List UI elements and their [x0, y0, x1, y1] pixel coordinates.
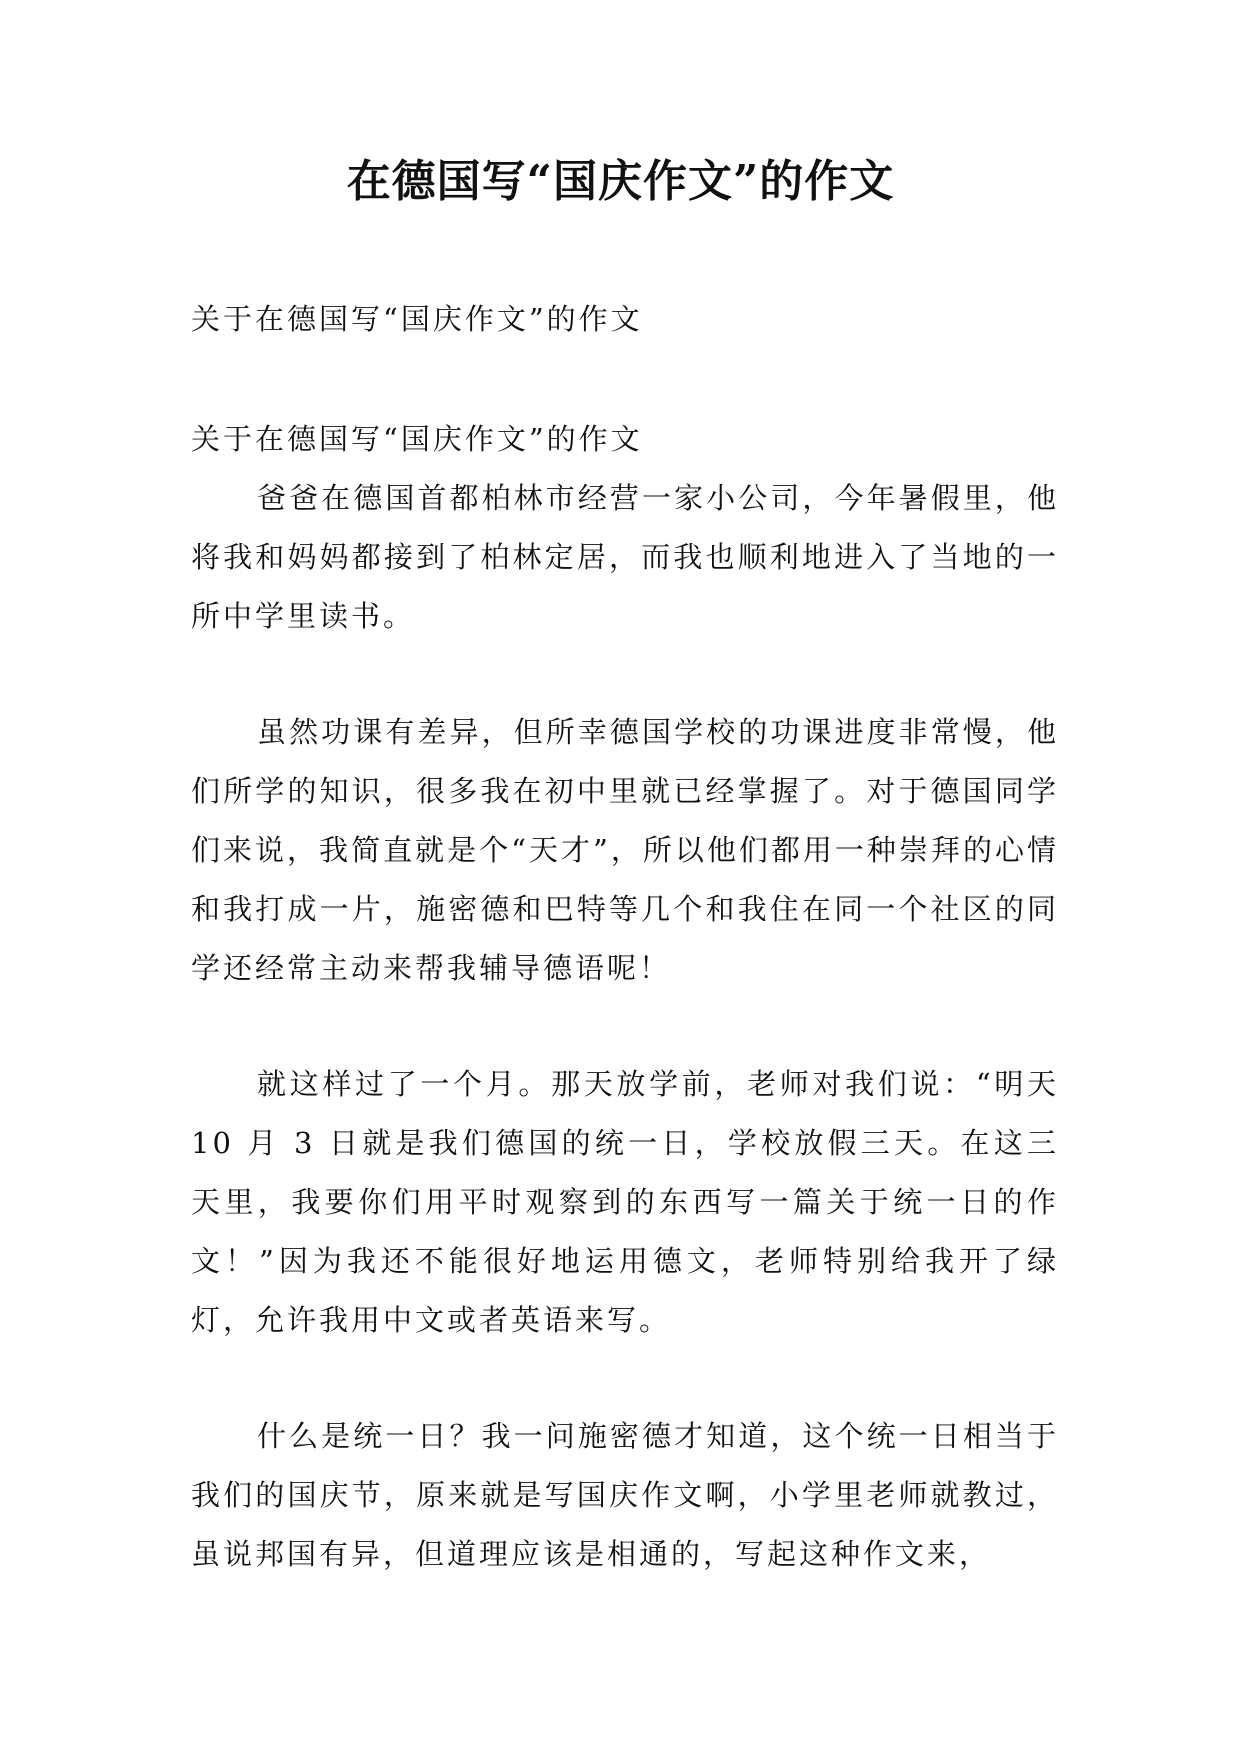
paragraph-4: 什么是统一日？我一问施密德才知道，这个统一日相当于我们的国庆节，原来就是写国庆作文啊，小学里老师就教过，虽说邦国有异，但道理应该是相通的，写起这种作文来，	[191, 1419, 1059, 1571]
subtitle-2: 关于在德国写“国庆作文”的作文	[191, 422, 643, 456]
subtitle-1: 关于在德国写“国庆作文”的作文	[191, 302, 643, 336]
paragraph-3: 就这样过了一个月。那天放学前，老师对我们说：“明天 10 月 3 日就是我们德国的统一日，学校放假三天。在这三天里，我要你们用平时观察到的东西写一篇关于统一日的作文！”因为我还不能很好地运用德文，老师特别给我开了绿灯，允许我用中文或者英语来写。	[191, 1067, 1059, 1337]
spacer	[191, 646, 1059, 703]
document-body	[191, 290, 1059, 1584]
paragraph-1: 爸爸在德国首都柏林市经营一家小公司，今年暑假里，他将我和妈妈都接到了柏林定居，而我也顺利地进入了当地的一所中学里读书。	[191, 481, 1059, 633]
document-title: 在德国写“国庆作文”的作文	[346, 156, 895, 207]
spacer	[191, 998, 1059, 1055]
spacer	[191, 349, 1059, 410]
spacer	[191, 1350, 1059, 1407]
paragraph-2: 虽然功课有差异，但所幸德国学校的功课进度非常慢，他们所学的知识，很多我在初中里就已经掌握了。对于德国同学们来说，我简直就是个“天才”，所以他们都用一种崇拜的心情和我打成一片，施密德和巴特等几个和我住在同一个社区的同学还经常主动来帮我辅导德语呢！	[191, 715, 1059, 985]
